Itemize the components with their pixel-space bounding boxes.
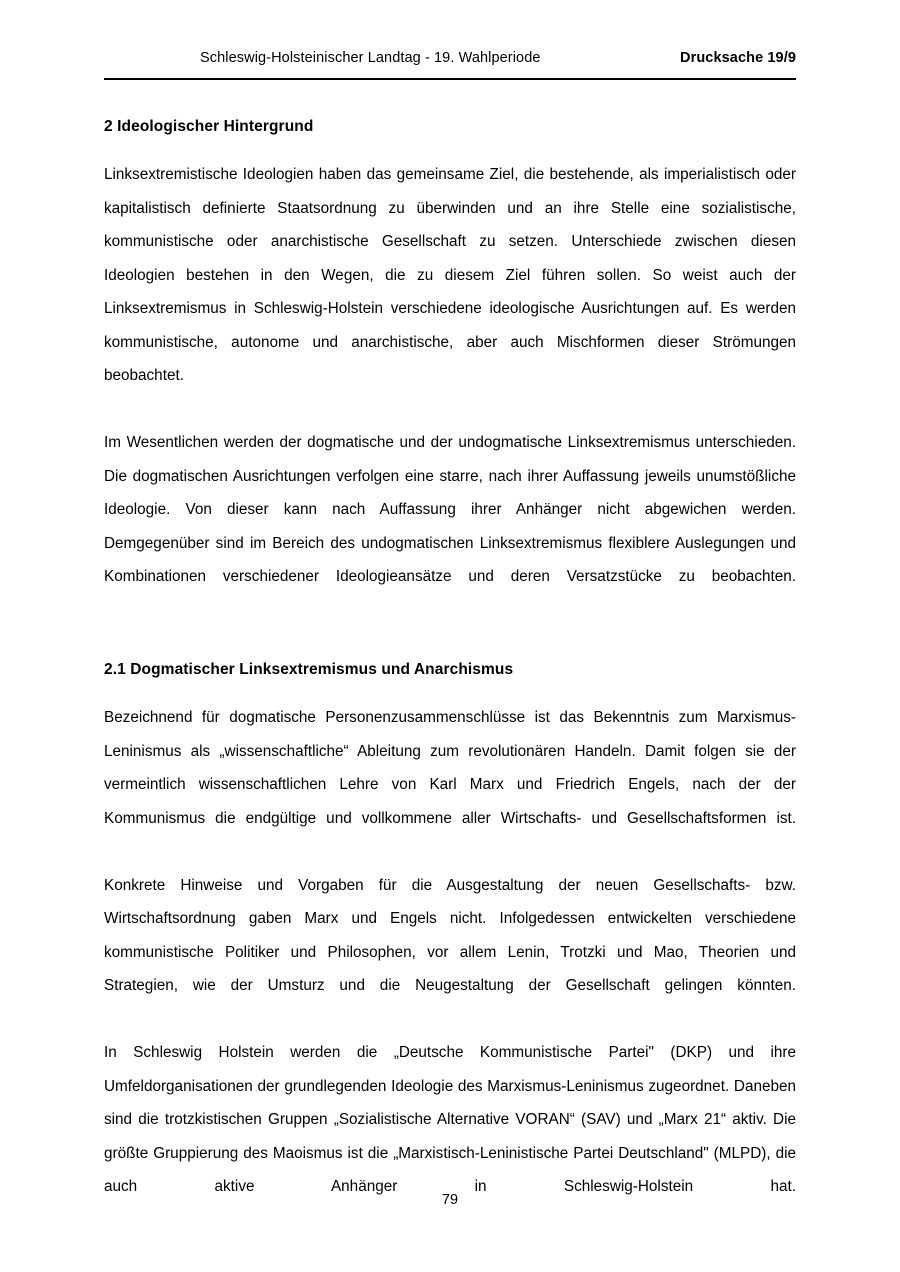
running-head xyxy=(104,50,796,66)
paragraph-4: Konkrete Hinweise und Vorgaben für die Ausgestaltung der neuen Gesellschafts- bzw. Wirtschaftsordnung gaben Marx und Engels nicht. Infolgedessen entwickelten verschiedene kommunistische Politiker und Philosophen, vor allem Lenin, Trotzki und Mao, Theorien und Strategien, wie der Umsturz und die Neugestaltung der Gesellschaft gelingen könnten. xyxy=(104,876,796,994)
paragraph-2: Im Wesentlichen werden der dogmatische und der undogmatische Linksextremismus unterschieden. Die dogmatischen Ausrichtungen verfolgen eine starre, nach ihrer Auffassung jeweils unumstößliche Ideologie. Von dieser kann nach Auffassung ihrer Anhänger nicht abgewichen werden. Demgegenüber sind im Bereich des undogmatischen Linksextremismus flexiblere Auslegungen und Kombinationen verschiedener Ideologieansätze und deren Versatzstücke zu beobachten. xyxy=(104,434,796,585)
running-head-right: Drucksache 19/9 xyxy=(680,50,796,66)
paragraph-5: In Schleswig Holstein werden die „Deutsche Kommunistische Partei" (DKP) und ihre Umfeldorganisationen der grundlegenden Ideologie des Marxismus-Leninismus zugeordnet. Daneben sind die trotzkistischen Gruppen „Sozialistische Alternative VORAN“ (SAV) und „Marx 21“ aktiv. Die größte Gruppierung des Maoismus ist die „Marxistisch-Leninistische Partei Deutschland" (MLPD), die auch aktive Anhänger in Schleswig-Holstein hat. xyxy=(104,1044,796,1195)
page-footer xyxy=(0,1192,900,1208)
subsection-heading: 2.1 Dogmatischer Linksextremismus und Anarchismus xyxy=(104,661,514,678)
header-divider xyxy=(104,78,796,80)
document-body xyxy=(104,118,796,1237)
paragraph-1: Linksextremistische Ideologien haben das gemeinsame Ziel, die bestehende, als imperialistisch oder kapitalistisch definierte Staatsordnung zu überwinden und an ihre Stelle eine sozialistische, kommunistische oder anarchistische Gesellschaft zu setzen. Unterschiede zwischen diesen Ideologien bestehen in den Wegen, die zu diesem Ziel führen sollen. So weist auch der Linksextremismus in Schleswig-Holstein verschiedene ideologische Ausrichtungen auf. Es werden kommunistische, autonome und anarchistische, aber auch Mischformen dieser Strömungen beobachtet. xyxy=(104,166,796,384)
paragraph-3: Bezeichnend für dogmatische Personenzusammenschlüsse ist das Bekenntnis zum Marxismus-Leninismus als „wissenschaftliche“ Ableitung zum revolutionären Handeln. Damit folgen sie der vermeintlich wissenschaftlichen Lehre von Karl Marx und Friedrich Engels, nach der der Kommunismus die endgültige und vollkommene aller Wirtschafts- und Gesellschaftsformen ist. xyxy=(104,709,796,827)
running-head-left: Schleswig-Holsteinischer Landtag - 19. Wahlperiode xyxy=(200,50,541,66)
page-number: 79 xyxy=(441,1192,459,1208)
section-heading: 2 Ideologischer Hintergrund xyxy=(104,118,314,135)
